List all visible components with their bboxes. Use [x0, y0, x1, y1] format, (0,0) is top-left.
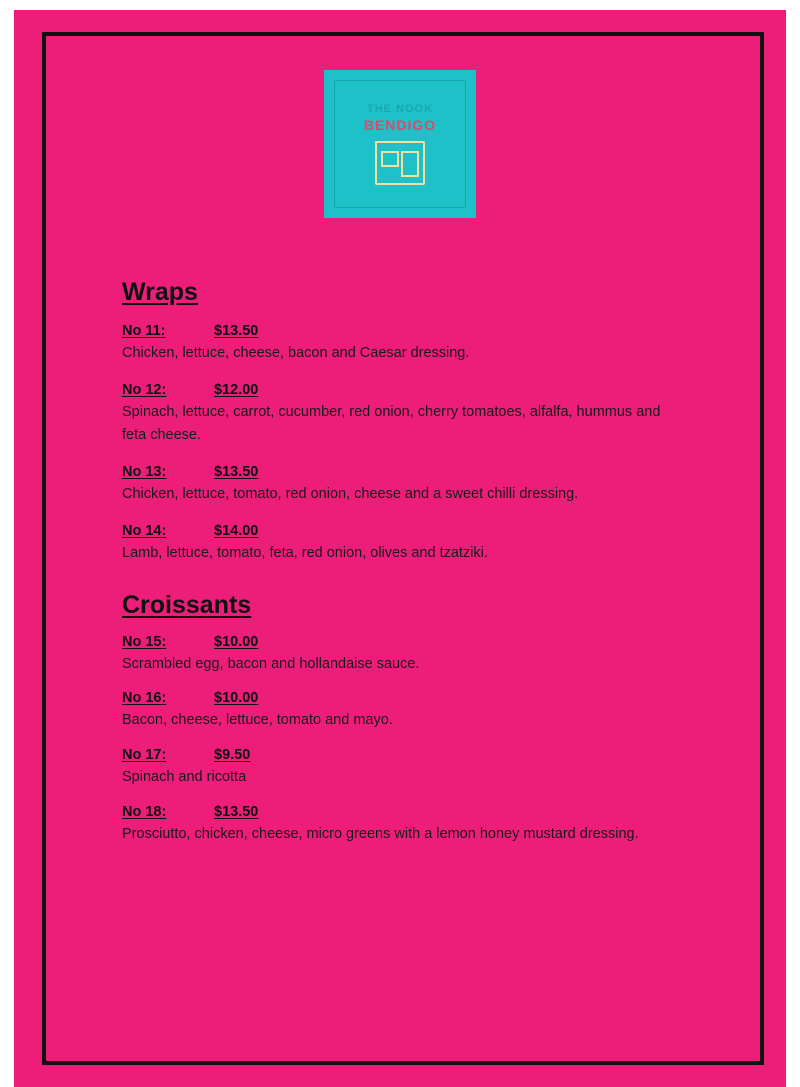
- menu-item-number: No 14:: [122, 522, 167, 539]
- menu-item-number: No 11:: [122, 323, 166, 339]
- brand-logo: [324, 70, 476, 218]
- menu-section-wraps: [122, 278, 726, 565]
- menu-section-croissants: [122, 591, 726, 847]
- menu-item-heading: [122, 634, 726, 650]
- logo-top-text: THE NOOK: [366, 103, 434, 115]
- awning-icon: [375, 141, 421, 149]
- logo-container: [14, 70, 786, 218]
- menu-item-price: $10.00: [214, 690, 259, 707]
- menu-item-number: No 16:: [122, 690, 167, 707]
- menu-item-heading: [122, 690, 726, 706]
- menu-item-description: Chicken, lettuce, cheese, bacon and Caesar dressing.: [122, 345, 470, 361]
- menu-content: [122, 278, 726, 872]
- menu-item-heading: [122, 804, 726, 820]
- menu-item-number: No 17:: [122, 747, 167, 764]
- menu-item-heading: [122, 747, 726, 763]
- menu-item-description: Scrambled egg, bacon and hollandaise sauce.: [122, 655, 420, 672]
- menu-item: [122, 747, 726, 789]
- menu-item-description: Lamb, lettuce, tomato, feta, red onion, olives and tzatziki.: [122, 544, 488, 561]
- menu-item: [122, 634, 726, 676]
- menu-item-price: $9.50: [214, 747, 251, 764]
- menu-item-number: No 15:: [122, 633, 167, 650]
- menu-item-number: No 13:: [122, 463, 167, 480]
- menu-item-heading: [122, 323, 726, 339]
- menu-item: [122, 690, 726, 732]
- menu-item-heading: [122, 523, 726, 539]
- menu-item-description: Spinach and ricotta: [122, 769, 247, 786]
- menu-item-heading: [122, 382, 726, 398]
- logo-main-text: BENDIGO: [363, 117, 437, 133]
- menu-item-number: No 12:: [122, 381, 167, 398]
- menu-item: [122, 323, 726, 365]
- menu-item: [122, 464, 726, 506]
- menu-item-description: Spinach, lettuce, carrot, cucumber, red onion, cherry tomatoes, alfalfa, hummus and feta cheese.: [122, 403, 661, 443]
- menu-item-price: $10.00: [214, 633, 259, 650]
- section-title-croissants: Croissants: [122, 590, 252, 619]
- menu-item-price: $13.50: [214, 323, 259, 339]
- menu-item-price: $12.00: [214, 381, 259, 398]
- shopfront-icon: [375, 141, 425, 185]
- menu-item: [122, 382, 726, 447]
- menu-card: [14, 10, 786, 1087]
- menu-item-description: Bacon, cheese, lettuce, tomato and mayo.: [122, 712, 393, 729]
- menu-item: [122, 804, 726, 846]
- menu-item-number: No 18:: [122, 804, 167, 821]
- menu-item-description: Chicken, lettuce, tomato, red onion, cheese and a sweet chilli dressing.: [122, 485, 579, 502]
- menu-item-price: $13.50: [214, 463, 259, 480]
- menu-item: [122, 523, 726, 565]
- menu-item-heading: [122, 464, 726, 480]
- menu-item-price: $13.50: [214, 804, 259, 821]
- menu-item-description: Prosciutto, chicken, cheese, micro greens with a lemon honey mustard dressing.: [122, 826, 639, 843]
- section-title-wraps: Wraps: [122, 278, 198, 306]
- menu-item-price: $14.00: [214, 522, 259, 539]
